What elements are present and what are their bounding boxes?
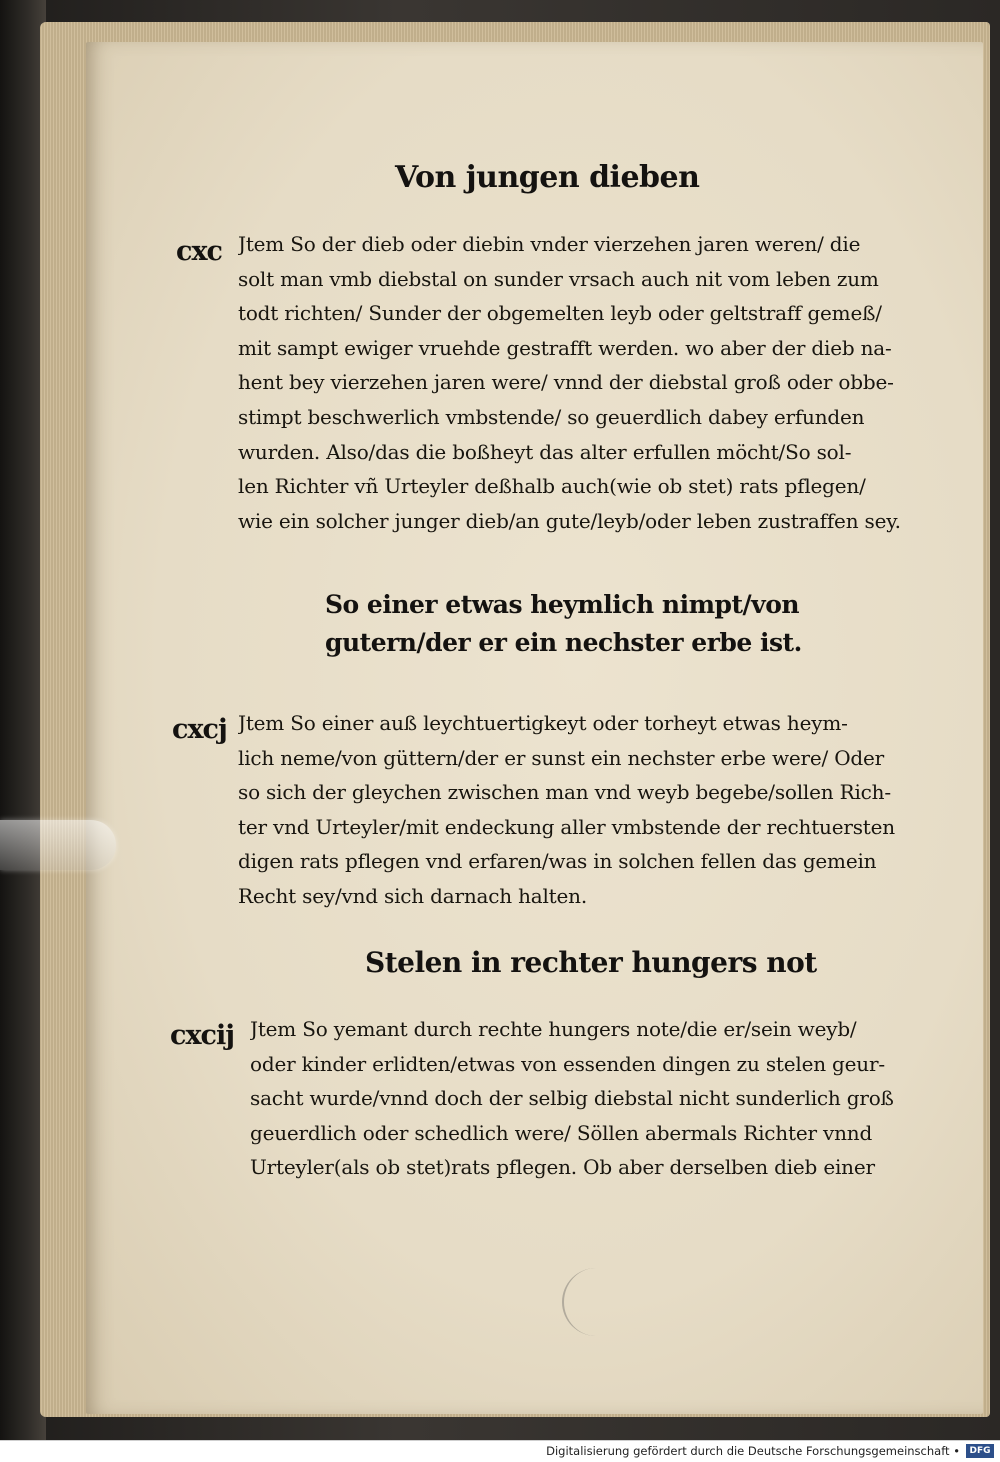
section-cxc-text [238, 227, 902, 538]
text-line: todt richten/ Sunder der obgemelten leyb oder geltstraff gemeß/ [238, 301, 882, 326]
heading-heymlich-nimpt-line1: So einer etwas heymlich nimpt/von [325, 590, 800, 619]
text-line: so sich der gleychen zwischen man vnd weyb begebe/sollen Rich- [238, 780, 891, 805]
heading-heymlich-nimpt-line2: gutern/der er ein nechster erbe ist. [325, 628, 802, 657]
footer-credit: Digitalisierung gefördert durch die Deutsche Forschungsgemeinschaft • [546, 1444, 960, 1458]
text-line: Jtem So der dieb oder diebin vnder vierzehen jaren weren/ die [238, 232, 861, 256]
text-line: digen rats pflegen vnd erfaren/was in solchen fellen das gemein [238, 849, 877, 874]
text-line: stimpt beschwerlich vmbstende/ so geuerdlich dabey erfunden [238, 404, 865, 429]
text-line: Jtem So einer auß leychtuertigkeyt oder torheyt etwas heym- [238, 711, 848, 735]
text-line: wie ein solcher junger dieb/an gute/leyb/oder leben zustraffen sey. [238, 508, 901, 533]
text-line: solt man vmb diebstal on sunder vrsach auch nit vom leben zum [238, 266, 879, 291]
text-line: Jtem So yemant durch rechte hungers note/die er/sein weyb/ [250, 1017, 857, 1041]
text-line: oder kinder erlidten/etwas von essenden dingen zu stelen geur- [250, 1051, 885, 1076]
dfg-logo: DFG [966, 1444, 994, 1458]
text-line: Recht sey/vnd sich darnach halten. [238, 883, 587, 908]
text-line: mit sampt ewiger vruehde gestrafft werden. wo aber der dieb na- [238, 335, 892, 360]
heading-stelen-hungers-not: Stelen in rechter hungers not [365, 946, 817, 979]
footer-bar [0, 1440, 1000, 1462]
section-number-cxcij: cxcij [170, 1020, 235, 1051]
text-line: len Richter vñ Urteyler deßhalb auch(wie ob stet) rats pflegen/ [238, 474, 866, 499]
text-line: sacht wurde/vnnd doch der selbig diebstal nicht sunderlich groß [250, 1086, 894, 1111]
section-cxcj-text [238, 706, 902, 914]
section-number-cxc: cxc [176, 236, 222, 267]
text-line: lich neme/von güttern/der er sunst ein nechster erbe were/ Oder [238, 745, 884, 770]
section-number-cxcj: cxcj [172, 714, 227, 745]
text-line: hent bey vierzehen jaren were/ vnnd der diebstal groß oder obbe- [238, 370, 894, 395]
section-cxcij-text [250, 1012, 904, 1185]
heading-von-jungen-dieben: Von jungen dieben [395, 160, 700, 195]
text-line: geuerdlich oder schedlich were/ Söllen abermals Richter vnnd [250, 1120, 873, 1145]
text-line: Urteyler(als ob stet)rats pflegen. Ob aber derselben dieb einer [250, 1155, 875, 1180]
text-line: wurden. Also/das die boßheyt das alter erfullen möcht/So sol- [238, 439, 852, 464]
text-line: ter vnd Urteyler/mit endeckung aller vmbstende der rechtuersten [238, 814, 895, 839]
plastic-clip [0, 820, 116, 870]
